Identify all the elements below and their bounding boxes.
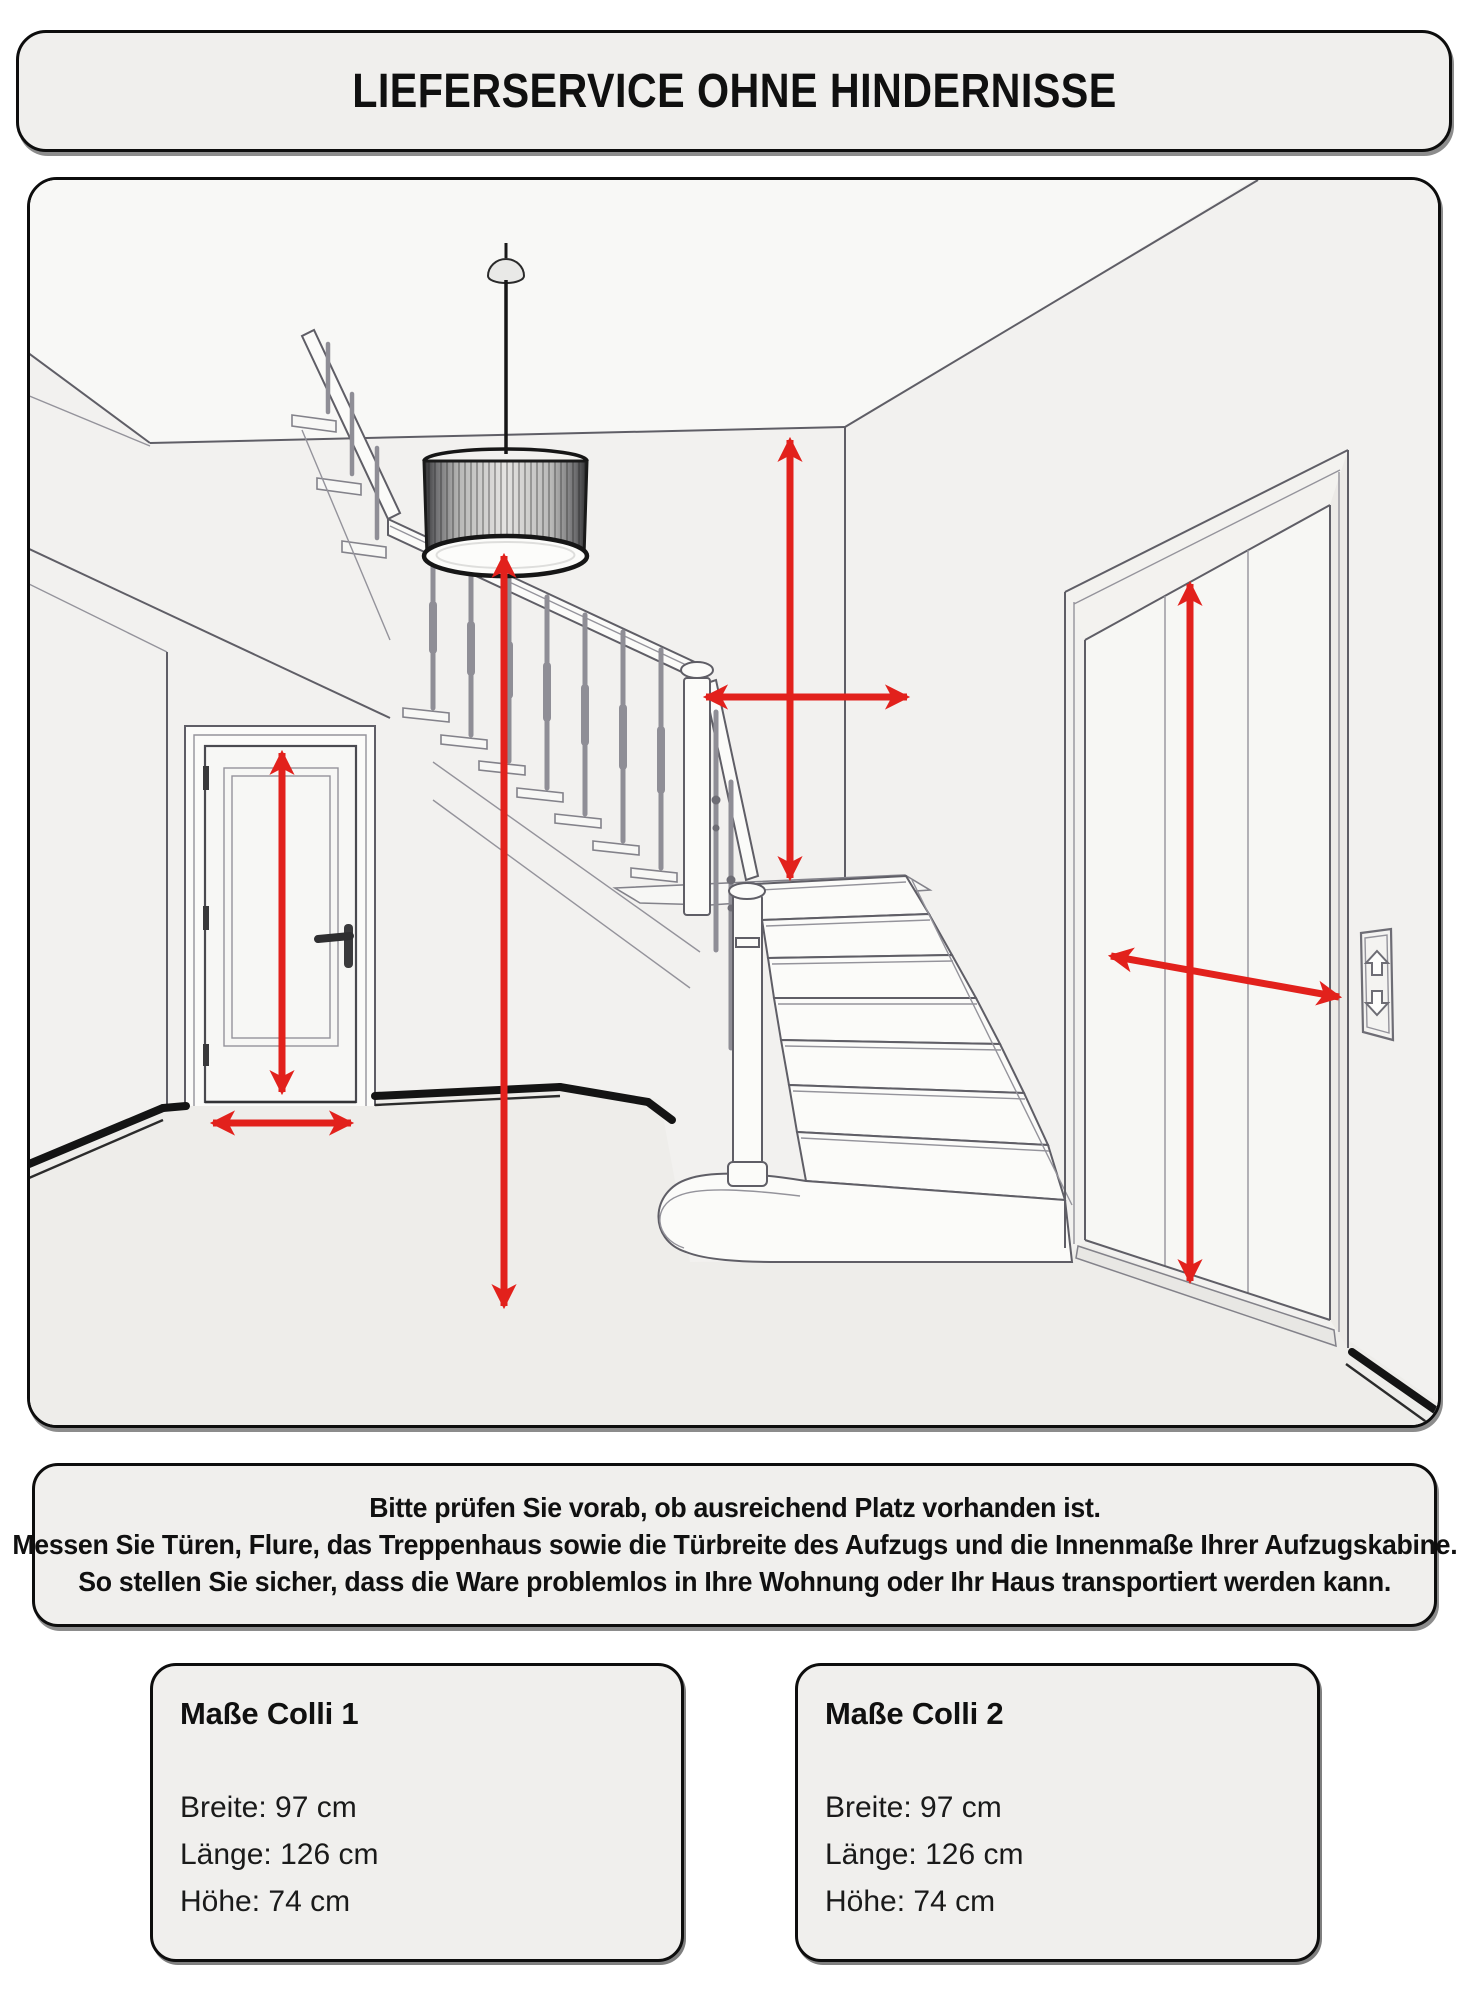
dimension-height: Höhe: 74 cm — [825, 1885, 996, 1918]
page-title: LIEFERSERVICE OHNE HINDERNISSE — [351, 64, 1117, 118]
dimension-length: Länge: 126 cm — [180, 1838, 379, 1871]
hallway-illustration — [27, 177, 1441, 1428]
card-title: Maße Colli 1 — [180, 1696, 359, 1731]
info-line-2: Messen Sie Türen, Flure, das Treppenhaus sowie die Türbreite des Aufzugs und die Innenmaße Ihrer Aufzugskabine. — [12, 1529, 1458, 1560]
dimension-width: Breite: 97 cm — [180, 1791, 357, 1824]
info-line-3: So stellen Sie sicher, dass die Ware problemlos in Ihre Wohnung oder Ihr Haus transportiert werden kann. — [78, 1566, 1391, 1597]
hinge-icon — [203, 766, 209, 790]
elevator — [1065, 450, 1393, 1348]
call-button-panel — [1361, 929, 1393, 1040]
dimension-height: Höhe: 74 cm — [180, 1885, 351, 1918]
hinge-icon — [203, 906, 209, 930]
dimension-length: Länge: 126 cm — [825, 1838, 1024, 1871]
package-card-1 — [150, 1663, 684, 1962]
info-panel — [12, 1463, 1458, 1627]
package-card-2 — [795, 1663, 1320, 1962]
dimension-width: Breite: 97 cm — [825, 1791, 1002, 1824]
info-line-1: Bitte prüfen Sie vorab, ob ausreichend Platz vorhanden ist. — [368, 1492, 1101, 1523]
hallway-illustration-panel — [27, 177, 1441, 1428]
hinge-icon — [203, 1044, 209, 1066]
title-banner — [16, 30, 1452, 152]
card-title: Maße Colli 2 — [825, 1696, 1004, 1731]
